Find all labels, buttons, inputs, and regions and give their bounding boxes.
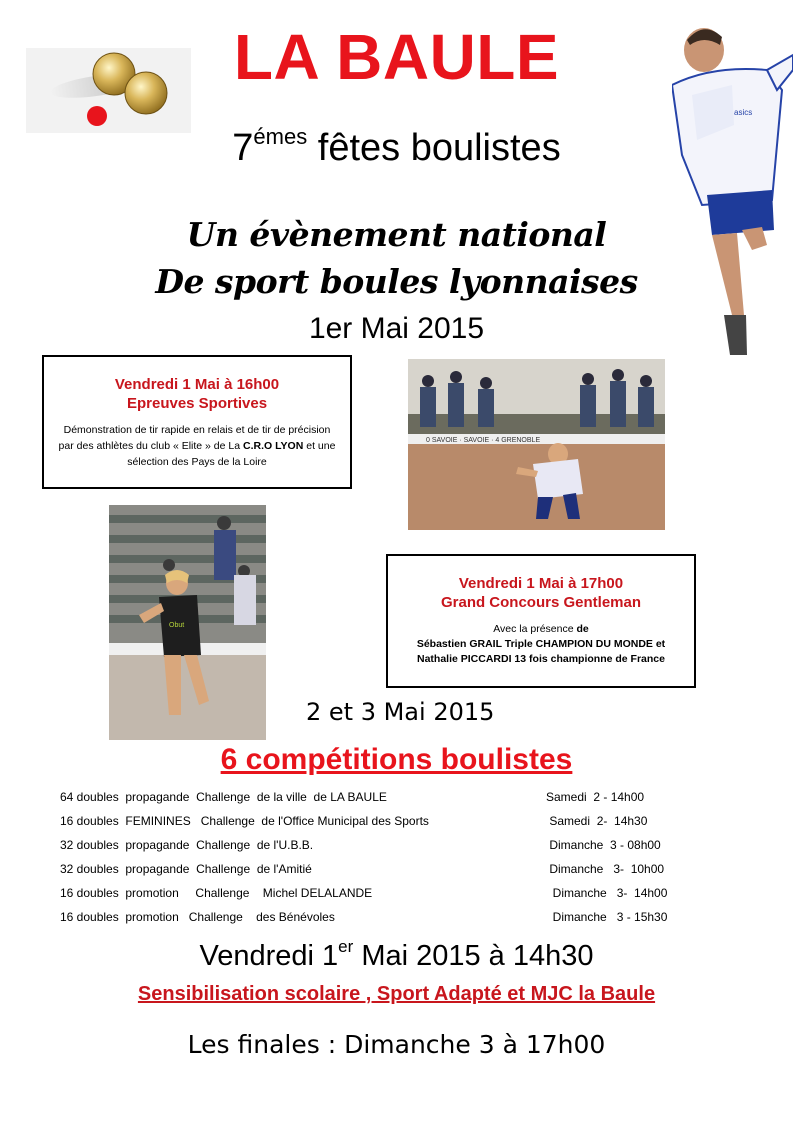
page-title: LA BAULE [233, 21, 560, 93]
event2-guest-1: Sébastien GRAIL Triple CHAMPION DU MONDE et [416, 638, 666, 650]
event1-heading-title: Epreuves Sportives [126, 395, 268, 412]
event1-heading-time: Vendredi 1 Mai à 16h00 [114, 376, 280, 393]
competitions-title [0, 743, 793, 777]
competition-row [60, 790, 700, 810]
svg-text:asics: asics [734, 108, 753, 117]
thrower-crowd-photo [408, 359, 665, 530]
competition-row [60, 862, 700, 882]
event2-intro-de: de [576, 623, 589, 635]
event-box-gentleman [386, 554, 696, 688]
svg-text:Obut: Obut [169, 622, 185, 629]
competition-time: Dimanche 3 - 15h30 [546, 910, 668, 924]
finals-info: Les finales : Dimanche 3 à 17h00 [187, 1030, 606, 1059]
competition-name: 32 doubles propagande Challenge de l'U.B.B. [60, 838, 314, 852]
event-box-demonstration [42, 355, 352, 489]
competition-name: 16 doubles promotion Challenge des Bénévoles [60, 910, 335, 924]
competition-name: 32 doubles propagande Challenge de l'Amitié [60, 862, 312, 876]
player-photo [672, 15, 793, 360]
competition-row [60, 838, 700, 858]
svg-text:0 SAVOIE · SAVOIE ·: 0 SAVOIE · SAVOIE · 4 GRENOBLE [426, 437, 541, 444]
event1-description [44, 422, 350, 470]
edition-suffix: émes [253, 124, 308, 149]
friday-sup: er [338, 937, 354, 956]
event2-guest-2: Nathalie PICCARDI 13 fois championne de France [417, 653, 665, 665]
competition-name: 16 doubles FEMININES Challenge de l'Office Municipal des Sports [60, 814, 429, 828]
competition-time: Samedi 2 - 14h00 [546, 790, 645, 804]
weekend-date: 2 et 3 Mai 2015 [306, 698, 495, 726]
competition-row [60, 886, 700, 906]
competition-row [60, 910, 700, 930]
event1-text-bold: C.R.O LYON [243, 440, 304, 452]
event2-heading-time: Vendredi 1 Mai à 17h00 [458, 575, 624, 592]
competition-time: Dimanche 3- 14h00 [546, 886, 668, 900]
friday-suffix: Mai 2015 à 14h30 [353, 940, 594, 972]
competitions-title-text: 6 compétitions boulistes [220, 743, 573, 776]
competition-row [60, 814, 700, 834]
female-player-photo [109, 505, 266, 740]
event2-intro-line [388, 622, 694, 637]
friday-schedule [0, 937, 793, 973]
edition-number: 7 [232, 127, 254, 169]
competition-time: Samedi 2- 14h30 [546, 814, 648, 828]
competition-time: Dimanche 3- 10h00 [546, 862, 665, 876]
school-awareness-text: Sensibilisation scolaire , Sport Adapté et MJC la Baule [137, 983, 656, 1005]
competition-time: Dimanche 3 - 08h00 [546, 838, 661, 852]
event2-description [388, 622, 694, 667]
friday-prefix: Vendredi 1 [199, 940, 339, 972]
event1-text-2: et une sélection des Pays de la Loire [127, 440, 336, 468]
headline-line-1: Un évènement national [186, 215, 607, 254]
event2-heading-title: Grand Concours Gentleman [440, 594, 642, 611]
school-awareness [0, 983, 793, 1006]
event1-text-1: Démonstration de tir rapide en relais et de tir de précision par des athlètes du club « Elite » de La [58, 424, 331, 452]
event2-intro: Avec la présence [493, 623, 577, 635]
competition-name: 16 doubles promotion Challenge Michel DELALANDE [60, 886, 373, 900]
headline-line-2: De sport boules lyonnaises [155, 262, 638, 301]
edition-text: fêtes boulistes [307, 127, 561, 169]
competition-name: 64 doubles propagande Challenge de la ville de LA BAULE [60, 790, 387, 804]
event-date: 1er Mai 2015 [308, 312, 485, 345]
